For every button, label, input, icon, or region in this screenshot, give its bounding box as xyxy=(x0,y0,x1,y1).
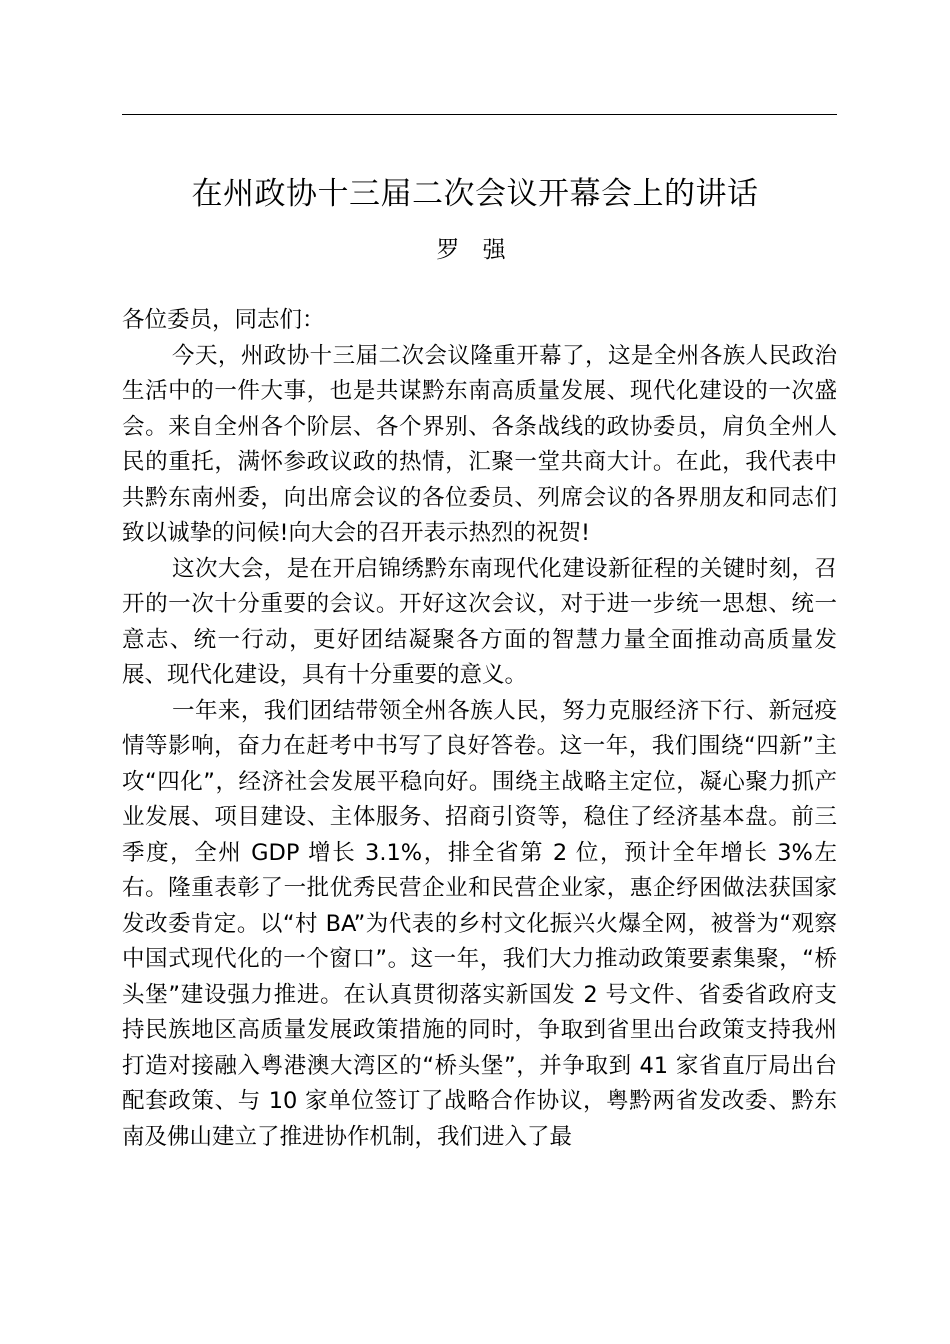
paragraph: 今天，州政协十三届二次会议隆重开幕了，这是全州各族人民政治生活中的一件大事，也是共谋黔东南高质量发展、现代化建设的一次盛会。来自全州各个阶层、各个界别、各条战线的政协委员，肩负全州人民的重托，满怀参政议政的热情，汇聚一堂共商大计。在此，我代表中共黔东南州委，向出席会议的各位委员、列席会议的各界朋友和同志们致以诚挚的问候!向大会的召开表示热烈的祝贺! xyxy=(122,342,837,546)
paragraph: 一年来，我们团结带领全州各族人民，努力克服经济下行、新冠疫情等影响，奋力在赶考中书写了良好答卷。这一年，我们围绕“四新”主攻“四化”，经济社会发展平稳向好。围绕主战略主定位，凝心聚力抓产业发展、项目建设、主体服务、招商引资等，稳住了经济基本盘。前三季度，全州 GDP 增长 3.1%，排全省第 2 位，预计全年增长 3%左右。隆重表彰了一批优秀民营企业和民营企业家，惠企纾困做法获国家发改委肯定。以“村 BA”为代表的乡村文化振兴火爆全网，被誉为“观察中国式现代化的一个窗口”。这一年，我们大力推动政策要素集聚，“桥头堡”建设强力推进。在认真贯彻落实新国发 2 号文件、省委省政府支持民族地区高质量发展政策措施的同时，争取到省里出台政策支持我州打造对接融入粤港澳大湾区的“桥头堡”，并争取到 41 家省直厅局出台配套政策、与 10 家单位签订了战略合作协议，粤黔两省发改委、黔东南及佛山建立了推进协作机制，我们进入了最 xyxy=(122,697,837,1150)
salutation: 各位委员，同志们： xyxy=(122,307,325,333)
paragraph: 这次大会，是在开启锦绣黔东南现代化建设新征程的关键时刻，召开的一次十分重要的会议。开好这次会议，对于进一步统一思想、统一意志、统一行动，更好团结凝聚各方面的智慧力量全面推动高质量发展、现代化建设，具有十分重要的意义。 xyxy=(122,555,837,688)
header-rule xyxy=(122,114,837,115)
document-body xyxy=(122,303,837,1155)
document-title: 在州政协十三届二次会议开幕会上的讲话 xyxy=(191,176,759,212)
document-author: 罗 强 xyxy=(436,237,514,263)
